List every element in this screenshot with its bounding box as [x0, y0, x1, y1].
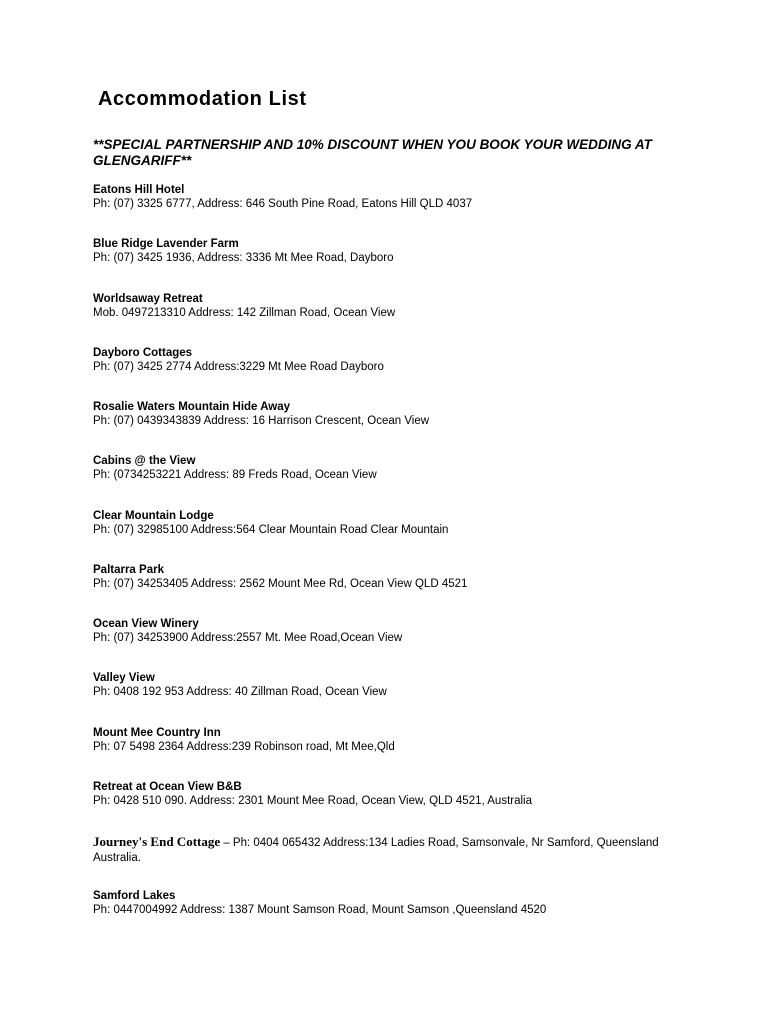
list-item — [93, 400, 693, 428]
list-item — [93, 183, 693, 211]
entry-name: Rosalie Waters Mountain Hide Away — [93, 401, 291, 413]
list-item — [93, 726, 693, 754]
entry-name: Mount Mee Country Inn — [93, 727, 221, 739]
list-item — [93, 292, 693, 320]
entry-name: Valley View — [93, 672, 155, 684]
entry-name: Dayboro Cottages — [93, 347, 193, 359]
discount-notice: **SPECIAL PARTNERSHIP AND 10% DISCOUNT WHEN YOU BOOK YOUR WEDDING AT GLENGARIFF** — [93, 137, 652, 168]
entry-name: Paltarra Park — [93, 564, 164, 576]
entry-name: Worldsaway Retreat — [93, 293, 203, 305]
entry-detail: Ph: (07) 32985100 Address:564 Clear Mountain Road Clear Mountain — [93, 524, 449, 536]
entry-detail: – Ph: 0404 065432 Address:134 Ladies Road, Samsonvale, Nr Samford, Queensland Australia. — [93, 837, 659, 864]
page-title: Accommodation List — [98, 88, 307, 110]
entry-name: Clear Mountain Lodge — [93, 510, 214, 522]
entry-detail: Ph: (07) 3325 6777, Address: 646 South Pine Road, Eatons Hill QLD 4037 — [93, 198, 473, 210]
entry-detail: Ph: 0447004992 Address: 1387 Mount Samson Road, Mount Samson ,Queensland 4520 — [93, 904, 547, 916]
entry-name: Samford Lakes — [93, 890, 176, 902]
list-item — [93, 563, 693, 591]
list-item — [93, 834, 693, 866]
list-item — [93, 617, 693, 645]
entry-detail: Ph: (07) 3425 1936, Address: 3336 Mt Mee Road, Dayboro — [93, 252, 394, 264]
entry-detail: Ph: 0428 510 090. Address: 2301 Mount Mee Road, Ocean View, QLD 4521, Australia — [93, 795, 532, 807]
entry-name: Retreat at Ocean View B&B — [93, 781, 242, 793]
entry-detail: Ph: (07) 0439343839 Address: 16 Harrison Crescent, Ocean View — [93, 415, 430, 427]
list-item — [93, 346, 693, 374]
entry-name: Ocean View Winery — [93, 618, 199, 630]
entry-detail: Ph: 0408 192 953 Address: 40 Zillman Road, Ocean View — [93, 686, 387, 698]
list-item — [93, 237, 693, 265]
list-item — [93, 509, 693, 537]
entry-name: Cabins @ the View — [93, 455, 196, 467]
entry-detail: Ph: (07) 34253405 Address: 2562 Mount Mee Rd, Ocean View QLD 4521 — [93, 578, 468, 590]
list-item — [93, 889, 693, 917]
entry-detail: Ph: (07) 34253900 Address:2557 Mt. Mee Road,Ocean View — [93, 632, 403, 644]
list-item — [93, 780, 693, 808]
entry-detail: Ph: (0734253221 Address: 89 Freds Road, Ocean View — [93, 469, 377, 481]
entry-detail: Mob. 0497213310 Address: 142 Zillman Road, Ocean View — [93, 307, 396, 319]
entry-name: Blue Ridge Lavender Farm — [93, 238, 239, 250]
entry-inline — [93, 834, 673, 866]
entry-name: Eatons Hill Hotel — [93, 184, 185, 196]
entry-detail: Ph: (07) 3425 2774 Address:3229 Mt Mee Road Dayboro — [93, 361, 384, 373]
entry-detail: Ph: 07 5498 2364 Address:239 Robinson road, Mt Mee,Qld — [93, 741, 395, 753]
list-item — [93, 671, 693, 699]
list-item — [93, 454, 693, 482]
entry-name: Journey's End Cottage — [93, 834, 221, 849]
